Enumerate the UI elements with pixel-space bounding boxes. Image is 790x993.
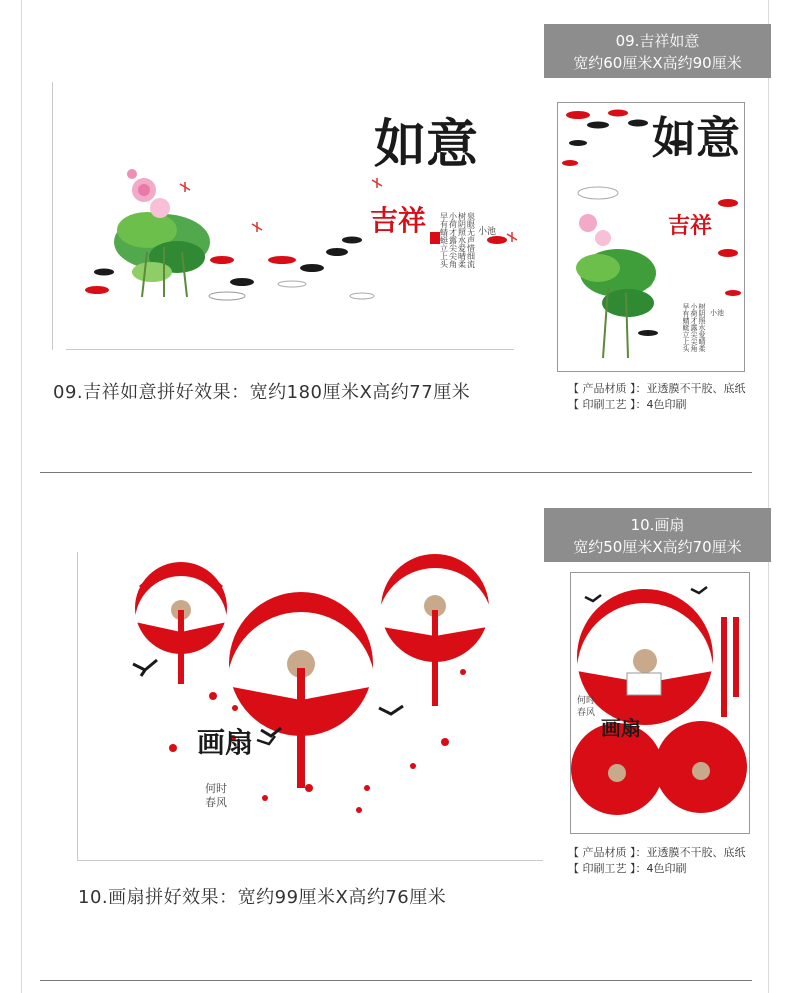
product-09-section xyxy=(0,0,790,475)
fan-artwork xyxy=(77,552,543,861)
product-10-specs xyxy=(568,845,746,877)
sheet-10-artwork xyxy=(571,573,749,833)
sheet-verse-1: 春风 xyxy=(577,708,596,718)
product-09-badge-size: 宽约60厘米X高约90厘米 xyxy=(573,54,742,72)
product-10-badge-size: 宽约50厘米X高约70厘米 xyxy=(573,538,742,556)
seal-stamp xyxy=(430,232,440,244)
ruyi-calligraphy: 如意 xyxy=(374,114,479,175)
product-09-badge-title: 09.吉祥如意 xyxy=(615,32,700,50)
sheet-verse-0: 何时 xyxy=(577,696,596,706)
section-divider xyxy=(40,472,752,473)
fan-right xyxy=(377,554,493,706)
lotus-koi-artwork xyxy=(52,82,522,350)
product-10-sheet-thumbnail xyxy=(570,572,750,834)
sheet-09-artwork xyxy=(558,103,744,371)
svg-text:小荷才露尖尖角: 小荷才露尖尖角 xyxy=(690,303,698,352)
sheet-poem-title: 小池 xyxy=(710,309,724,317)
sheet-huashan: 画扇 xyxy=(601,716,641,740)
svg-text:早有蜻蜓立上头: 早有蜻蜓立上头 xyxy=(682,303,690,352)
product-10-caption: 10.画扇拼好效果：宽约99厘米X高约76厘米 xyxy=(78,887,447,908)
svg-text:树阴照水爱晴柔: 树阴照水爱晴柔 xyxy=(698,303,706,352)
product-10-badge-title: 10.画扇 xyxy=(630,516,685,534)
product-09-printing: 【 印刷工艺 】：4色印刷 xyxy=(568,398,687,411)
product-10-section xyxy=(0,475,790,993)
product-09-caption: 09.吉祥如意拼好效果：宽约180厘米X高约77厘米 xyxy=(53,382,471,403)
product-09-badge xyxy=(544,24,771,78)
poem-title: 小池 xyxy=(478,227,497,237)
svg-text:泉眼无声惜细流: 泉眼无声惜细流 xyxy=(466,212,476,268)
sheet-jixiang: 吉祥 xyxy=(668,213,713,239)
svg-text:小荷才露尖尖角: 小荷才露尖尖角 xyxy=(448,212,458,268)
product-09-sheet-thumbnail xyxy=(557,102,745,372)
sheet-poem-columns xyxy=(682,302,707,353)
svg-text:何时: 何时 xyxy=(205,782,227,795)
product-10-printing: 【 印刷工艺 】：4色印刷 xyxy=(568,862,687,875)
product-10-material: 【 产品材质 】：亚透膜不干胶、底纸 xyxy=(568,846,746,859)
huashan-calligraphy: 画扇 xyxy=(197,726,254,759)
verse-columns xyxy=(205,781,227,809)
product-09-specs xyxy=(568,381,746,413)
sheet-ruyi: 如意 xyxy=(652,113,740,164)
svg-text:早有蜻蜓立上头: 早有蜻蜓立上头 xyxy=(439,212,449,268)
product-09-scene-image xyxy=(52,82,522,350)
product-09-material: 【 产品材质 】：亚透膜不干胶、底纸 xyxy=(568,382,746,395)
product-10-badge xyxy=(544,508,771,562)
svg-text:春风: 春风 xyxy=(205,796,227,809)
jixiang-calligraphy: 吉祥 xyxy=(370,204,427,237)
product-10-scene-image xyxy=(77,552,543,861)
section-divider-bottom xyxy=(40,980,752,981)
svg-text:树阴照水爱晴柔: 树阴照水爱晴柔 xyxy=(457,212,467,268)
poem-columns xyxy=(439,211,476,269)
